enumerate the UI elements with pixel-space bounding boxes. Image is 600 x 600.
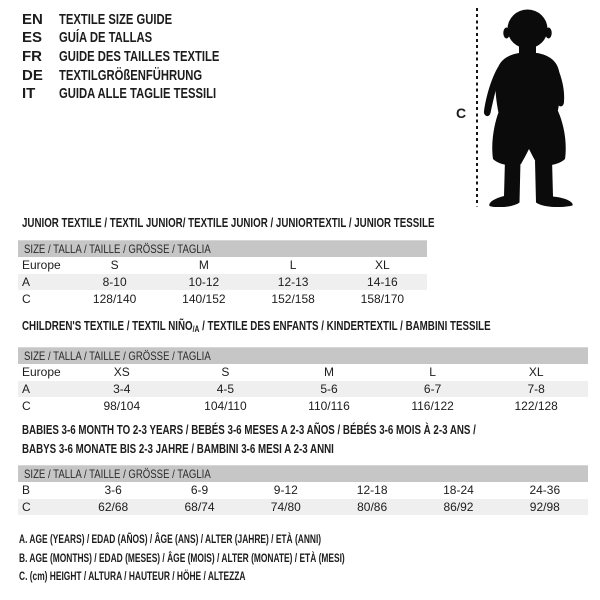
table-cell: XS [113,365,130,380]
table-cell: 24-36 [529,483,561,498]
table-row-age [18,274,427,291]
language-title: GUIDE DES TAILLES TEXTILE [59,47,220,65]
note-age-years [19,532,484,551]
language-code: ES [22,29,43,47]
section-title-junior [22,215,572,229]
language-title: GUIDA ALLE TAGLIE TESSILI [59,85,217,103]
table-cell: 12-18 [356,483,388,498]
children-size-table [18,347,588,414]
table-cell: 7-8 [527,382,545,397]
row-label: A [22,275,31,290]
row-label: C [22,500,31,515]
size-header-text: SIZE / TALLA / TAILLE / GRÖSSE / TAGLIA [24,242,211,256]
table-row-height [18,290,427,307]
table-row-height [18,397,588,414]
table-cell: 158/170 [360,291,405,306]
table-cell: 152/158 [271,291,315,306]
babies-title-line1: BABIES 3-6 MONTH TO 2-3 YEARS / BEBÉS 3-6 MESES A 2-3 AÑOS / BÉBÉS 3-6 MOIS À 2-3 ANS / [22,422,476,437]
table-cell: 8-10 [102,275,127,290]
row-label: B [22,483,31,498]
language-title: TEXTILE SIZE GUIDE [59,10,173,28]
height-measure-label: C [456,105,467,121]
junior-table-size-header [18,240,427,257]
language-row-de [22,66,273,85]
table-cell: 3-4 [113,382,131,397]
junior-size-table [18,240,427,307]
language-code: FR [22,47,42,65]
note-text: C. (cm) HEIGHT / ALTURA / HAUTEUR / HÖHE / ALTEZZA [19,569,246,583]
note-text: A. AGE (YEARS) / EDAD (AÑOS) / ÂGE (ANS) / ALTER (JAHRE) / ETÀ (ANNI) [19,532,322,546]
table-row-height [18,499,588,516]
language-row-it [22,84,273,103]
section-title-junior-text: JUNIOR TEXTILE / TEXTIL JUNIOR/ TEXTILE JUNIOR / JUNIORTEXTIL / JUNIOR TESSILE [22,215,435,230]
table-row-months [18,482,588,499]
table-cell: 9-12 [273,483,298,498]
table-cell: 18-24 [443,483,474,498]
language-row-fr [22,47,273,66]
language-list [22,10,273,103]
table-row-age [18,381,588,398]
table-cell: 12-13 [277,275,309,290]
table-cell: 4-5 [216,382,235,397]
language-title: TEXTILGRÖßENFÜHRUNG [59,66,203,84]
table-cell: 140/152 [182,291,226,306]
table-cell: 14-16 [367,275,398,290]
language-row-en [22,10,273,29]
table-cell: M [323,365,334,380]
table-cell: 110/116 [308,398,350,413]
table-cell: 98/104 [103,398,141,413]
babies-title-line2: BABYS 3-6 MONATE BIS 2-3 JAHRE / BAMBINI 3-6 MESI A 2-3 ANNI [22,440,334,456]
size-header-text: SIZE / TALLA / TAILLE / GRÖSSE / TAGLIA [24,349,211,363]
note-text: B. AGE (MONTHS) / EDAD (MESES) / ÂGE (MOIS) / ALTER (MONATE) / ETÀ (MESI) [19,550,345,565]
table-cell: L [429,365,436,380]
size-header-text: SIZE / TALLA / TAILLE / GRÖSSE / TAGLIA [24,467,211,481]
table-row-europe [18,257,427,274]
table-cell: 5-6 [320,382,338,397]
note-age-months [19,551,484,570]
section-title-children-text [22,318,491,334]
table-cell: 116/122 [411,398,454,413]
table-cell: M [198,258,209,273]
table-cell: 128/140 [92,291,137,306]
table-cell: 68/74 [184,500,215,515]
table-cell: S [110,258,119,273]
height-dotted-line [476,8,478,207]
table-cell: 122/128 [514,398,558,413]
table-cell: 3-6 [104,483,122,498]
row-label: C [22,291,31,306]
row-label: A [22,382,31,397]
table-row-europe [18,364,588,381]
babies-table-size-header [18,465,588,482]
legend-notes [19,532,484,588]
children-title-after: / TEXTILE DES ENFANTS / KINDERTEXTIL / BAMBINI TESSILE [199,318,491,333]
section-title-babies [22,421,600,458]
table-cell: XL [375,258,390,273]
table-cell: 80/86 [357,500,388,515]
row-label: C [22,398,31,413]
table-cell: XL [528,365,544,380]
row-label: Europe [22,365,61,380]
table-cell: 74/80 [270,500,301,515]
table-cell: L [289,258,297,273]
row-label: Europe [22,258,61,273]
babies-size-table [18,465,588,515]
language-code: IT [22,85,36,103]
language-title: GUÍA DE TALLAS [59,29,153,47]
table-cell: 104/110 [204,398,247,413]
children-title-subscript: /A [192,324,200,334]
note-height-cm [19,569,484,588]
language-code: DE [22,66,43,84]
table-cell: 6-7 [423,382,442,397]
table-cell: 10-12 [188,275,220,290]
language-code: EN [22,10,43,28]
table-cell: 6-9 [190,483,209,498]
table-cell: 92/98 [529,500,560,515]
section-title-children [22,318,600,332]
baby-silhouette-icon [483,5,591,207]
language-row-es [22,29,273,48]
children-title-before: CHILDREN'S TEXTILE / TEXTIL NIÑO [22,318,193,333]
children-table-size-header [18,347,588,364]
table-cell: 86/92 [443,500,474,515]
table-cell: 62/68 [98,500,129,515]
table-cell: S [221,365,230,380]
